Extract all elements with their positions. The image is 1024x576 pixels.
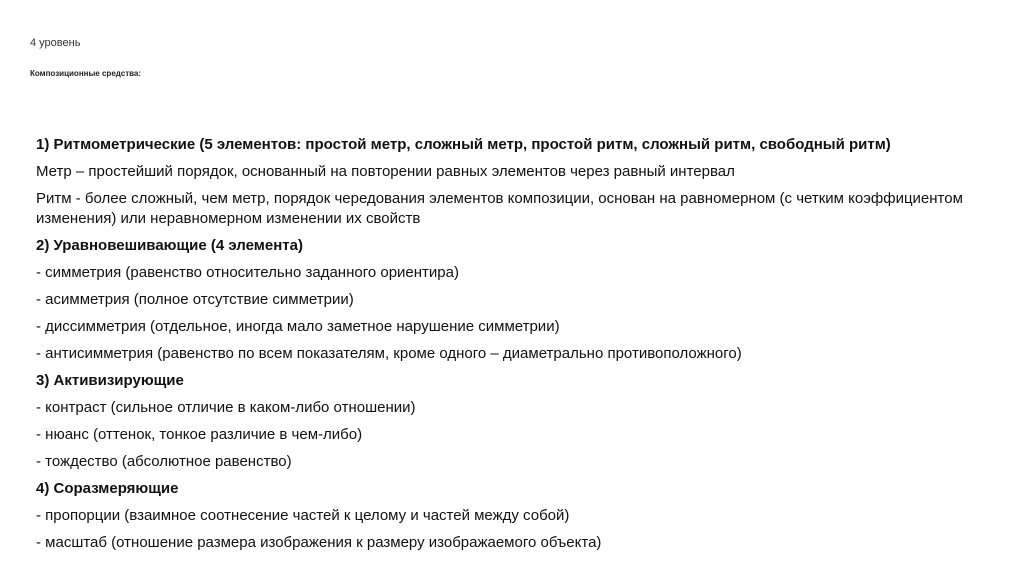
list-item-proportions: - пропорции (взаимное соотнесение частей к целому и частей между собой): [36, 507, 570, 524]
list-item-antisymmetry: - антисимметрия (равенство по всем показателям, кроме одного – диаметрально противоположного): [36, 345, 742, 362]
list-item-asymmetry: - асимметрия (полное отсутствие симметрии): [36, 291, 354, 308]
content-body: [36, 135, 996, 560]
level-label: 4 уровень: [30, 37, 81, 49]
metr-definition: Метр – простейший порядок, основанный на повторении равных элементов через равный интервал: [36, 163, 735, 180]
list-item-contrast: - контраст (сильное отличие в каком-либо отношении): [36, 399, 416, 416]
list-item-nuance: - нюанс (оттенок, тонкое различие в чем-либо): [36, 426, 363, 443]
group-2-heading: 2) Уравновешивающие (4 элемента): [36, 237, 303, 254]
list-item-symmetry: - симметрия (равенство относительно заданного ориентира): [36, 264, 459, 281]
list-item-dissymmetry: - диссимметрия (отдельное, иногда мало заметное нарушение симметрии): [36, 318, 560, 335]
ritm-definition: Ритм - более сложный, чем метр, порядок чередования элементов композиции, основан на равномерном (с четким коэффициентом изменения) или неравномерном изменении их свойств: [36, 190, 963, 227]
section-subtitle: Композиционные средства:: [30, 69, 142, 78]
list-item-identity: - тождество (абсолютное равенство): [36, 453, 292, 470]
group-3-heading: 3) Активизирующие: [36, 372, 184, 389]
group-4-heading: 4) Соразмеряющие: [36, 480, 179, 497]
list-item-scale: - масштаб (отношение размера изображения к размеру изображаемого объекта): [36, 534, 602, 551]
group-1-heading: 1) Ритмометрические (5 элементов: простой метр, сложный метр, простой ритм, сложный ритм, свободный ритм): [36, 136, 891, 153]
